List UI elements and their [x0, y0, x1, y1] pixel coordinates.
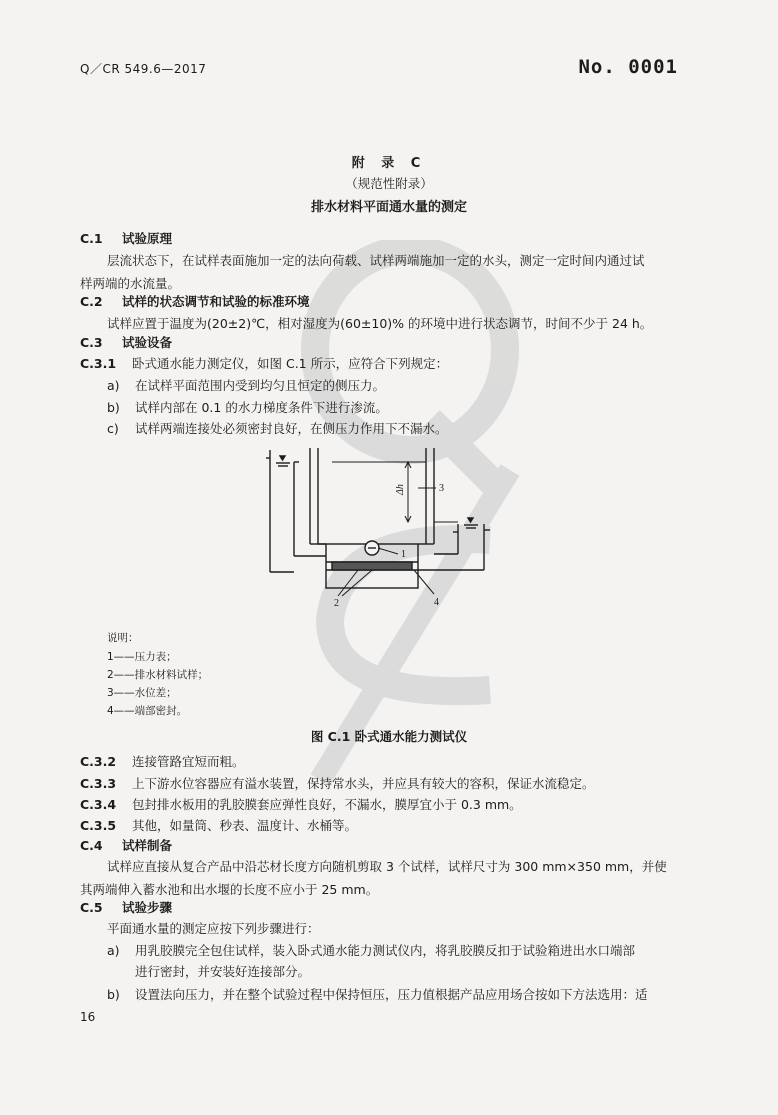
- legend-item: 1——压力表；: [107, 651, 177, 663]
- paragraph-line: 试样应直接从复合产品中沿芯材长度方向随机剪取 3 个试样，试样尺寸为 300 mm×350 mm，并使: [107, 859, 667, 874]
- subsection-text: 其他，如量筒、秒表、温度计、水桶等。: [132, 818, 358, 833]
- section-title: 试验步骤: [122, 900, 173, 915]
- paragraph-line: 样两端的水流量。: [80, 276, 181, 291]
- subsection-number: C.3.3: [80, 776, 117, 791]
- callout-3: 3: [439, 483, 444, 494]
- list-text: 试样两端连接处必须密封良好，在侧压力作用下不漏水。: [135, 421, 448, 436]
- figure-caption: 图 C.1 卧式通水能力测试仪: [310, 729, 468, 744]
- legend-item: 4——端部密封。: [107, 705, 188, 717]
- list-text-continuation: 进行密封，并安装好连接部分。: [135, 964, 311, 979]
- page-number: 16: [80, 1010, 96, 1024]
- appendix-title: 附 录 C: [351, 156, 427, 171]
- list-text: 在试样平面范围内受到均匀且恒定的侧压力。: [135, 378, 386, 393]
- subsection-number: C.3.2: [80, 754, 117, 769]
- section-heading-c2: [80, 292, 310, 310]
- subsection-c31: [80, 354, 448, 372]
- list-label: b): [107, 987, 120, 1002]
- section-title: 试样的状态调节和试验的标准环境: [122, 294, 310, 309]
- list-item: [107, 941, 635, 959]
- standard-code: Q／CR 549.6—2017: [80, 62, 207, 76]
- subsection-c34: [80, 795, 522, 813]
- section-number: C.4: [80, 838, 103, 853]
- appendix-name: 排水材料平面通水量的测定: [310, 200, 467, 215]
- subsection-text: 上下游水位容器应有溢水装置，保持常水头，并应具有较大的容积，保证水流稳定。: [132, 776, 595, 791]
- subsection-number: C.3.4: [80, 797, 117, 812]
- water-level-icon: [468, 518, 473, 522]
- appendix-type: （规范性附录）: [345, 176, 433, 191]
- section-title: 试验原理: [122, 231, 173, 246]
- subsection-number: C.3.1: [80, 356, 117, 371]
- paragraph-line: 层流状态下，在试样表面施加一定的法向荷载、试样两端施加一定的水头，测定一定时间内通过试: [107, 253, 645, 268]
- section-number: C.5: [80, 900, 103, 915]
- list-label: a): [107, 378, 120, 393]
- list-text: 设置法向压力，并在整个试验过程中保持恒压，压力值根据产品应用场合按如下方法选用：适: [135, 987, 648, 1002]
- list-text: 试样内部在 0.1 的水力梯度条件下进行渗流。: [135, 400, 388, 415]
- subsection-text: 卧式通水能力测定仪，如图 C.1 所示，应符合下列规定：: [132, 356, 449, 371]
- legend-item: 2——排水材料试样；: [107, 669, 209, 681]
- list-label: a): [107, 943, 120, 958]
- section-title: 试样制备: [122, 838, 173, 853]
- section-number: C.2: [80, 294, 103, 309]
- water-level-icon: [280, 456, 285, 460]
- document-number: No. 0001: [578, 56, 678, 78]
- list-item: [107, 419, 448, 437]
- subsection-c33: [80, 774, 595, 792]
- test-apparatus-diagram: [258, 444, 518, 614]
- section-heading-c4: [80, 836, 172, 854]
- list-item: [107, 398, 388, 416]
- list-item: [107, 985, 648, 1003]
- section-heading-c3: [80, 333, 172, 351]
- section-heading-c1: [80, 229, 172, 247]
- paragraph-line: 平面通水量的测定应按下列步骤进行：: [107, 921, 320, 936]
- list-text: 用乳胶膜完全包住试样，装入卧式通水能力测试仪内，将乳胶膜反扣于试验箱进出水口端部: [135, 943, 636, 958]
- subsection-text: 连接管路宜短而粗。: [132, 754, 245, 769]
- section-heading-c5: [80, 898, 172, 916]
- section-title: 试验设备: [122, 335, 173, 350]
- callout-2: 2: [334, 598, 339, 609]
- callout-1: 1: [401, 549, 406, 560]
- subsection-number: C.3.5: [80, 818, 117, 833]
- subsection-c32: [80, 752, 245, 770]
- legend-item: 3——水位差；: [107, 687, 177, 699]
- subsection-c35: [80, 816, 357, 834]
- legend-title: 说明：: [107, 632, 139, 644]
- paragraph-line: 试样应置于温度为(20±2)℃，相对湿度为(60±10)% 的环境中进行状态调节，时间不少于 24 h。: [107, 316, 653, 331]
- callout-4: 4: [434, 597, 439, 608]
- list-label: b): [107, 400, 120, 415]
- section-number: C.1: [80, 231, 103, 246]
- section-number: C.3: [80, 335, 103, 350]
- delta-h-label: Δh: [395, 484, 406, 495]
- paragraph-line: 其两端伸入蓄水池和出水堰的长度不应小于 25 mm。: [80, 882, 379, 897]
- list-label: c): [107, 421, 119, 436]
- sample-strip: [332, 562, 412, 570]
- subsection-text: 包封排水板用的乳胶膜套应弹性良好，不漏水，膜厚宜小于 0.3 mm。: [132, 797, 522, 812]
- list-item: [107, 376, 385, 394]
